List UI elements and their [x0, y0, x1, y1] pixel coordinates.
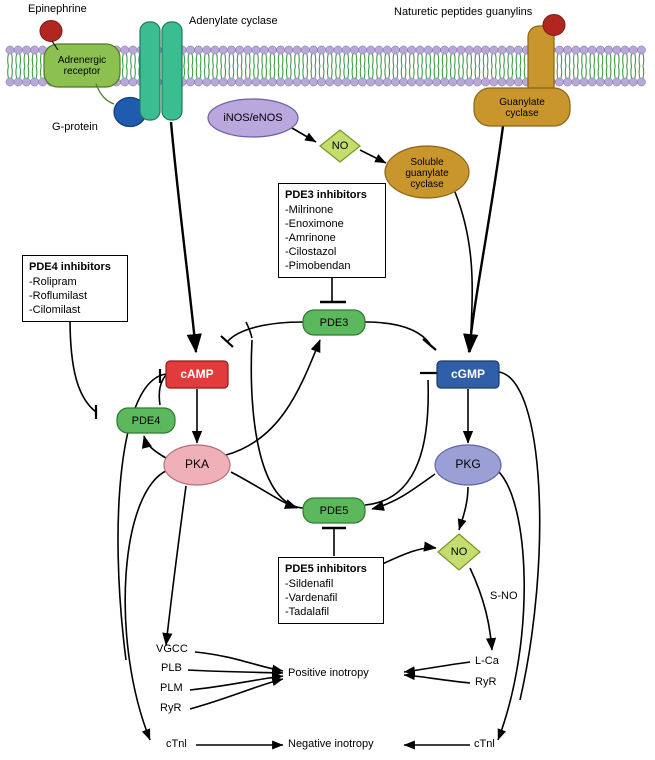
- pde3-inhibitor-item: -Milrinone: [285, 204, 334, 217]
- outcome-positive-inotropy: Positive inotropy: [288, 667, 369, 679]
- pde4-shape: [117, 408, 175, 433]
- node-soluble-guanylate-cyclase: Soluble guanylate cyclase: [405, 156, 449, 190]
- pde5-inhibitor-item: -Vardenafil: [285, 592, 338, 605]
- pde3-inhibitor-item: -Amrinone: [285, 232, 336, 245]
- node-pde5: PDE5: [319, 504, 349, 517]
- label-s-no: S-NO: [490, 590, 518, 602]
- effector-ryr-right: RyR: [475, 676, 497, 688]
- pde5-inhibitors-header: PDE5 inhibitors: [285, 563, 367, 575]
- no-top-shape: [320, 130, 360, 162]
- effector-plb: PLB: [161, 662, 182, 674]
- label-epinephrine: Epinephrine: [28, 3, 87, 15]
- pde3-inhibitor-item: -Enoximone: [285, 218, 344, 231]
- pde5-inhibitor-item: -Sildenafil: [285, 578, 334, 591]
- node-inos-enos: iNOS/eNOS: [223, 111, 283, 124]
- node-pkg: PKG: [455, 457, 481, 472]
- node-pka: PKA: [184, 457, 209, 472]
- pde4-inhibitors-header: PDE4 inhibitors: [29, 261, 111, 273]
- pde3-inhibitors-box: [278, 183, 386, 278]
- ctnl-left: cTnl: [166, 738, 187, 750]
- pde3-inhibitor-item: -Pimobendan: [285, 260, 351, 273]
- soluble-guanylate-cyclase-shape: [385, 146, 469, 198]
- pde4-inhibitors-box: [22, 255, 128, 322]
- node-no-top: NO: [331, 139, 349, 152]
- effector-plm: PLM: [160, 682, 183, 694]
- pde3-inhibitor-item: -Cilostazol: [285, 246, 337, 259]
- pka-shape: [164, 445, 230, 485]
- node-pde4: PDE4: [131, 414, 161, 427]
- ctnl-right: cTnl: [474, 738, 495, 750]
- pde5-inhibitor-item: -Tadalafil: [285, 606, 330, 619]
- node-adrenergic-receptor: Adrenergic receptor: [57, 55, 107, 77]
- pde5-inhibitors-box: [278, 557, 384, 624]
- no-bottom-shape: [438, 534, 480, 570]
- pkg-shape: [435, 445, 501, 485]
- node-no-bottom: NO: [450, 545, 468, 558]
- outcome-negative-inotropy: Negative inotropy: [288, 738, 374, 750]
- effector-ryr-left: RyR: [160, 702, 182, 714]
- node-cgmp: cGMP: [450, 366, 485, 381]
- camp-shape: [166, 361, 228, 388]
- effector-vgcc: VGCC: [156, 643, 188, 655]
- pde4-inhibitor-item: -Cilomilast: [29, 304, 81, 317]
- pde4-inhibitor-item: -Rolipram: [29, 276, 77, 289]
- inos-enos-shape: [208, 99, 298, 137]
- label-g-protein: G-protein: [52, 121, 98, 133]
- node-camp: cAMP: [180, 366, 214, 381]
- pde4-inhibitor-item: -Roflumilast: [29, 290, 88, 303]
- pde5-shape: [303, 498, 365, 523]
- label-natriuretic-peptides: Naturetic peptides guanylins: [394, 6, 533, 18]
- node-guanylate-cyclase: Guanylate cyclase: [499, 96, 545, 119]
- node-pde3: PDE3: [319, 316, 349, 329]
- pde3-inhibitors-header: PDE3 inhibitors: [285, 189, 367, 201]
- cgmp-shape: [437, 361, 499, 388]
- effector-l-ca: L-Ca: [475, 655, 499, 667]
- label-adenylate-cyclase: Adenylate cyclase: [189, 15, 278, 27]
- pde3-shape: [303, 310, 365, 335]
